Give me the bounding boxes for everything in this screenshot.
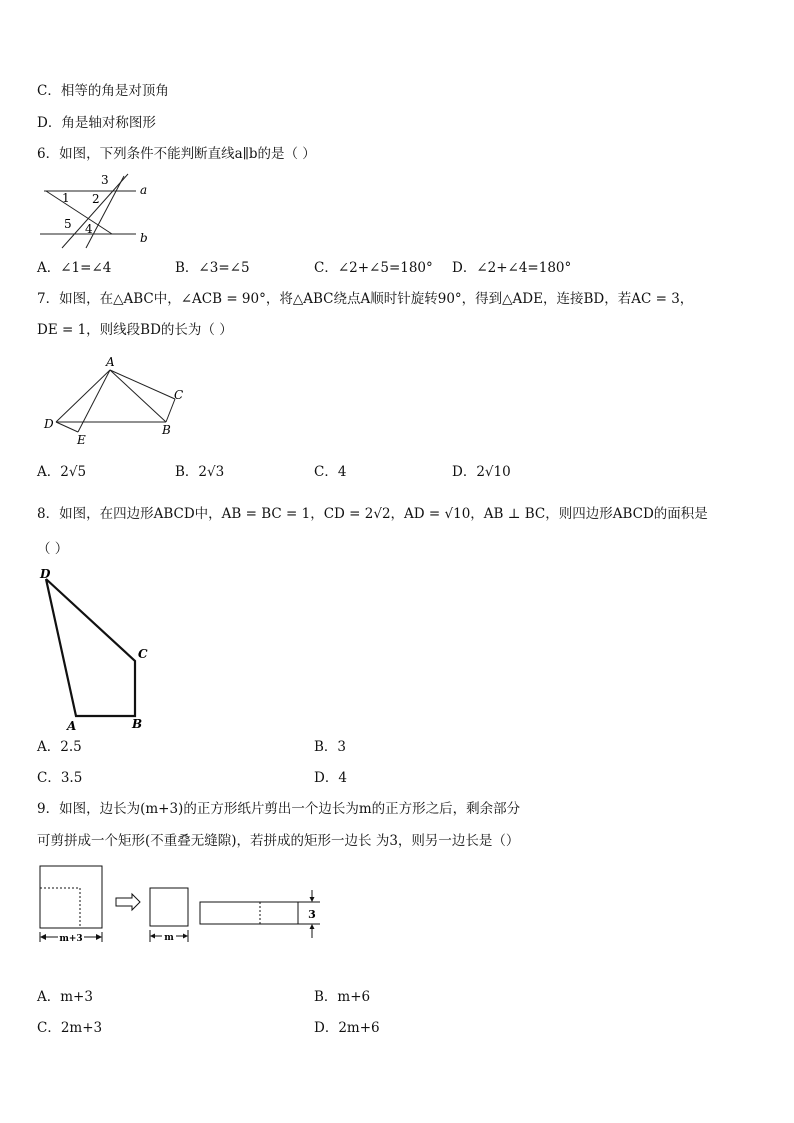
q9-label-3: 3: [308, 908, 316, 921]
q6-label-4: 4: [85, 222, 93, 236]
q5-option-d: D．角是轴对称图形: [37, 115, 156, 131]
q9-stem-line1: 9．如图，边长为(m+3)的正方形纸片剪出一个边长为m的正方形之后，剩余部分: [37, 801, 521, 817]
q9-option-c: C．2m+3: [37, 1020, 103, 1036]
q7-figure: [40, 352, 200, 450]
q9-figure: [36, 862, 336, 946]
q8-option-a: A．2.5: [37, 739, 82, 755]
q6-option-b: B．∠3=∠5: [175, 260, 250, 276]
q6-option-c: C．∠2+∠5=180°: [314, 260, 433, 276]
q9-label-m: m: [164, 933, 174, 943]
q9-option-a: A．m+3: [37, 989, 93, 1005]
q7-option-d: D．2√10: [452, 464, 511, 480]
q8-option-d: D．4: [314, 770, 347, 786]
q8-stem-line1: 8．如图，在四边形ABCD中，AB = BC = 1，CD = 2√2，AD = √10，AB ⊥ BC，则四边形ABCD的面积是: [37, 506, 708, 522]
q8-stem-line2: （ ）: [37, 541, 69, 557]
q7-option-a: A．2√5: [37, 464, 87, 480]
q7-option-c: C．4: [314, 464, 347, 480]
q6-stem: 6．如图，下列条件不能判断直线a∥b的是（ ）: [37, 146, 316, 162]
q9-stem-line2: 可剪拼成一个矩形(不重叠无缝隙)，若拼成的矩形一边长 为3，则另一边长是（）: [37, 833, 520, 849]
q6-label-3: 3: [101, 173, 109, 187]
q6-label-a: a: [140, 183, 148, 197]
q7-label-A: A: [106, 355, 115, 369]
q6-figure: [36, 170, 156, 250]
q7-label-B: B: [162, 423, 171, 437]
q6-label-5: 5: [64, 217, 72, 231]
q7-label-C: C: [174, 388, 184, 402]
q8-figure: [36, 564, 166, 736]
q9-option-d: D．2m+6: [314, 1020, 380, 1036]
q6-option-a: A．∠1=∠4: [37, 260, 112, 276]
q8-label-B: B: [132, 717, 143, 731]
q6-label-2: 2: [92, 192, 100, 206]
q5-option-c: C．相等的角是对顶角: [37, 83, 169, 99]
q8-option-b: B．3: [314, 739, 347, 755]
q6-label-b: b: [140, 231, 148, 245]
q8-option-c: C．3.5: [37, 770, 83, 786]
q8-label-D: D: [40, 567, 51, 581]
q9-label-m-plus-3: m+3: [59, 934, 83, 944]
q8-label-C: C: [138, 647, 148, 661]
q7-label-E: E: [77, 433, 86, 447]
q7-stem-line1: 7．如图，在△ABC中，∠ACB = 90°，将△ABC绕点A顺时针旋转90°，得到△ADE，连接BD，若AC = 3，: [37, 291, 694, 307]
q6-option-d: D．∠2+∠4=180°: [452, 260, 572, 276]
q9-option-b: B．m+6: [314, 989, 371, 1005]
q7-option-b: B．2√3: [175, 464, 225, 480]
q8-label-A: A: [67, 719, 77, 733]
q6-label-1: 1: [62, 191, 70, 205]
q7-label-D: D: [44, 417, 54, 431]
q7-stem-line2: DE = 1，则线段BD的长为（ ）: [37, 322, 233, 338]
